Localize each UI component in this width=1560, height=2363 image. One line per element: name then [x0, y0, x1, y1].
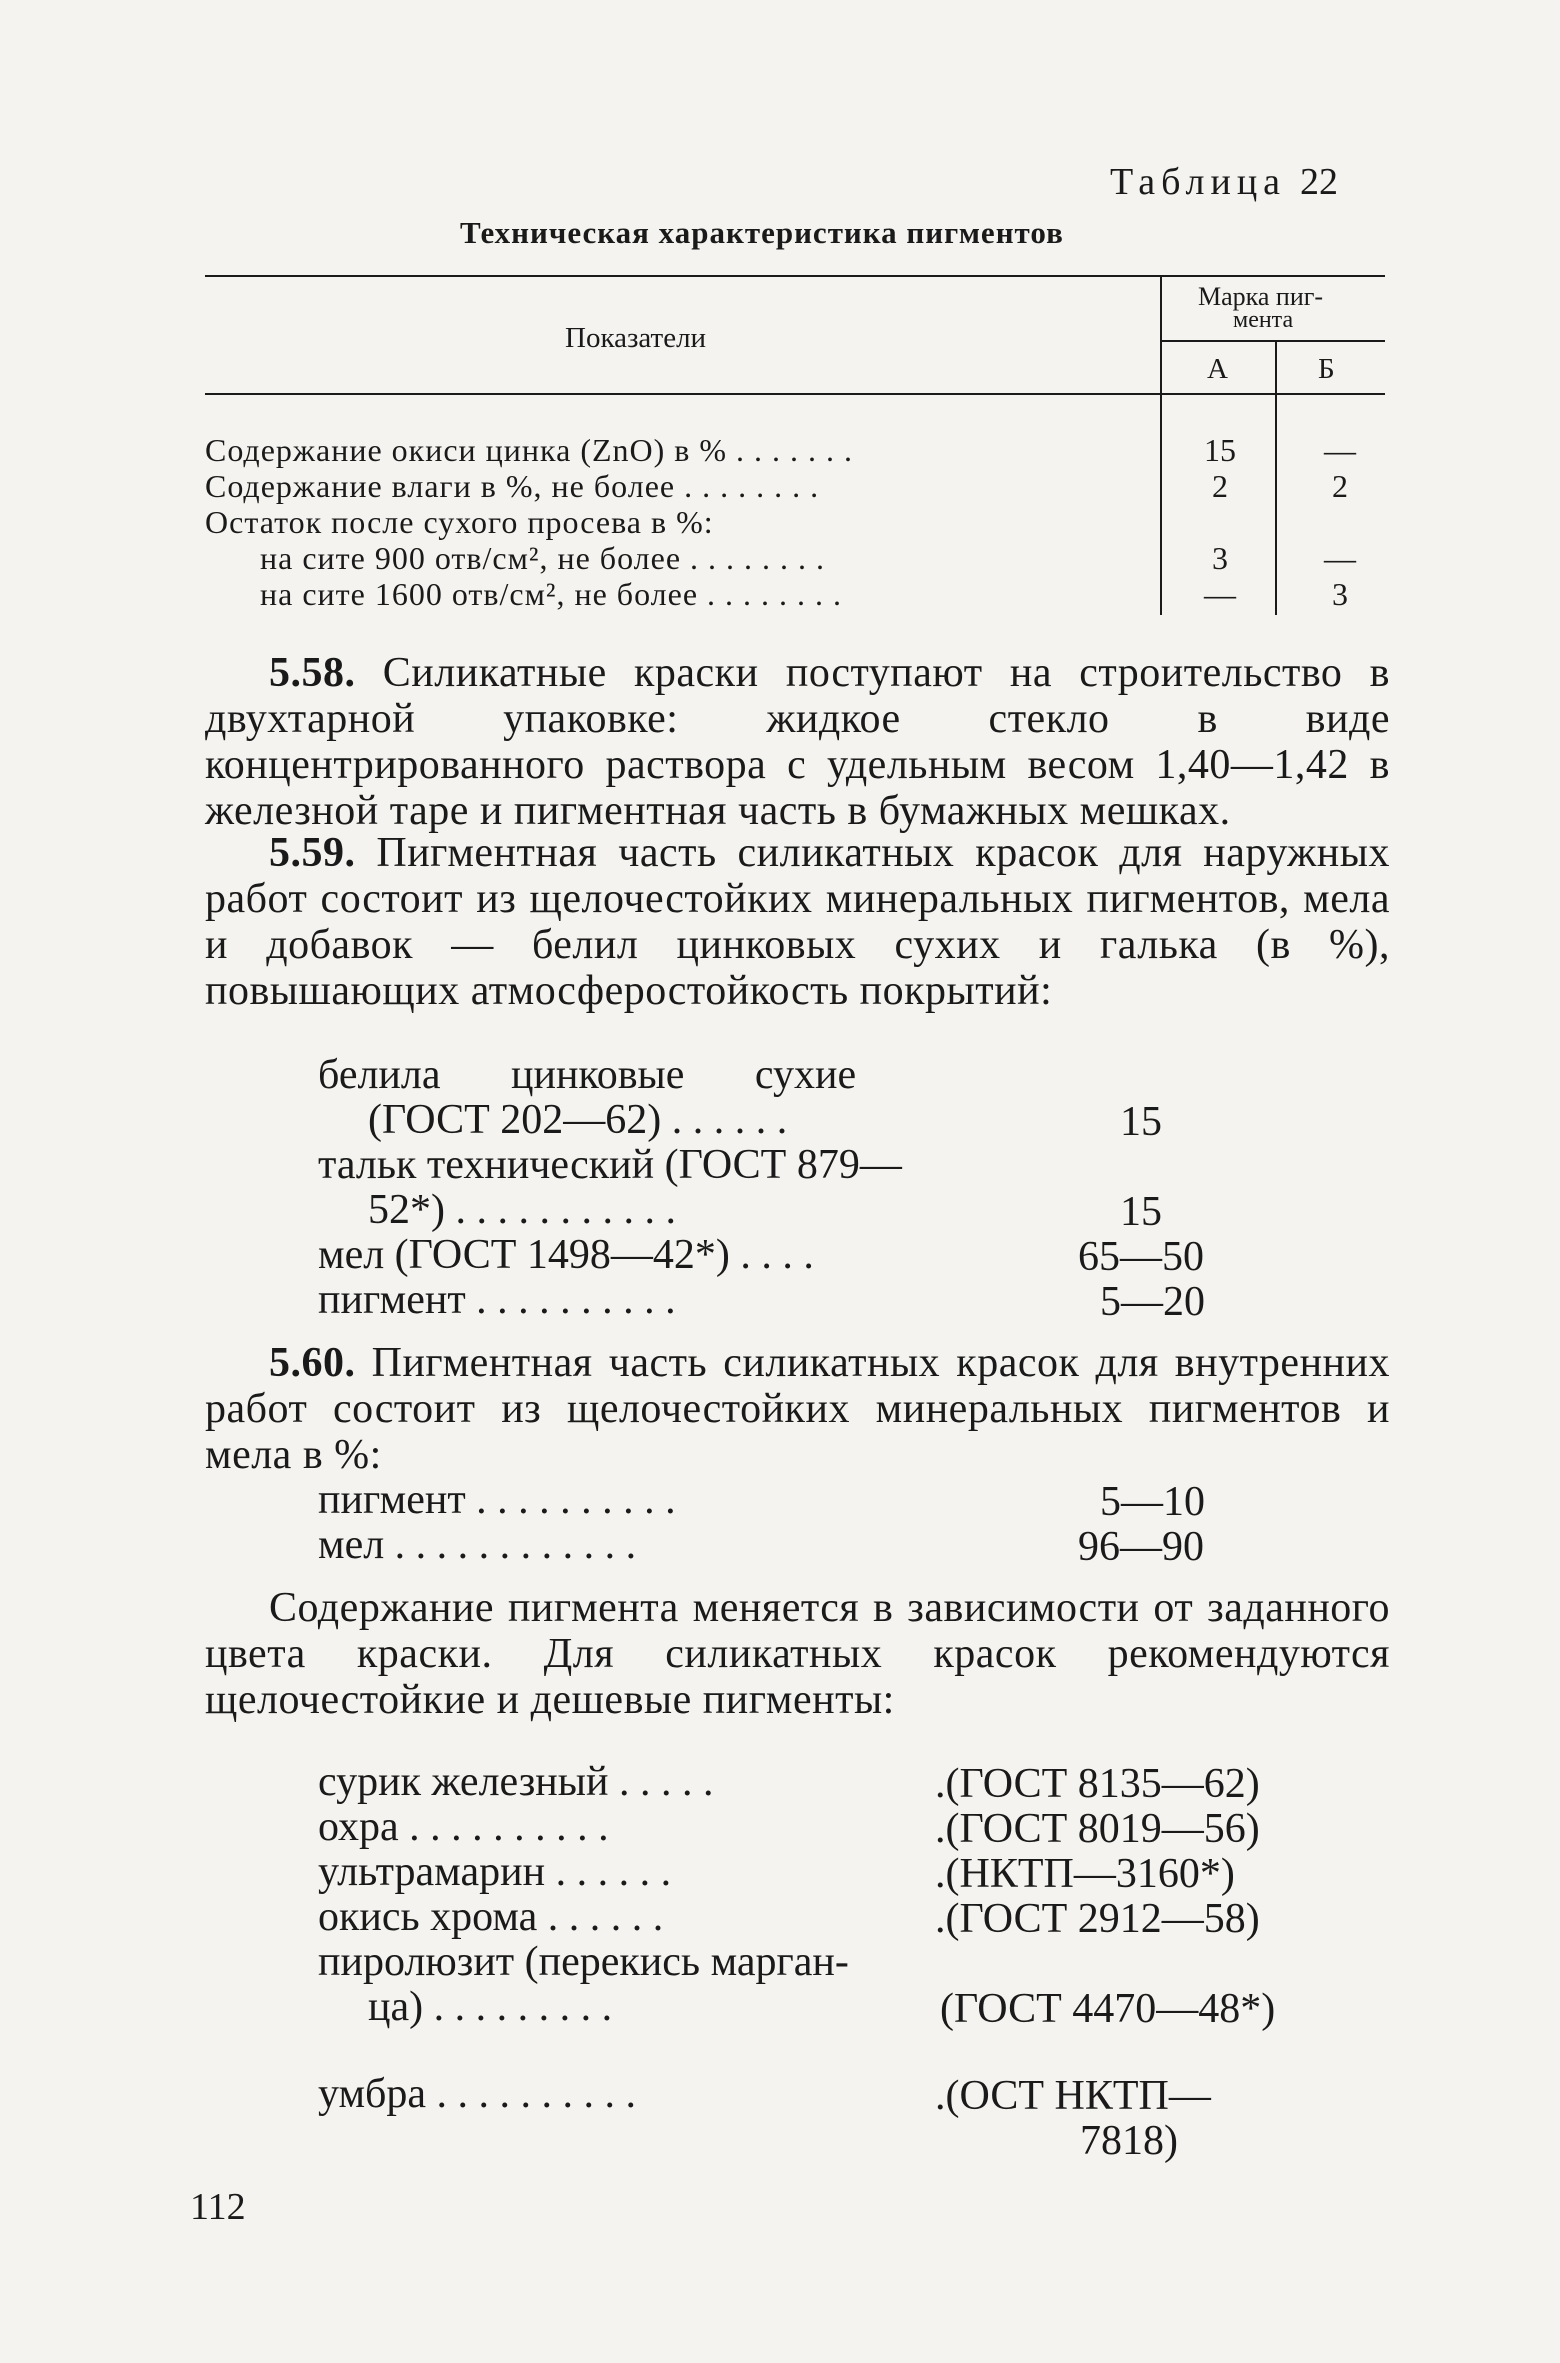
list-value: 15: [1120, 1099, 1162, 1145]
list-item: мел . . . . . . . . . . . .: [318, 1522, 637, 1568]
table-row-label: на сите 900 отв/см², не более . . . . . . . .: [260, 540, 826, 576]
pigment-std: .(ГОСТ 2912—58): [935, 1896, 1260, 1942]
pigment-std: 7818): [1080, 2118, 1178, 2164]
header-col-b: Б: [1318, 353, 1335, 385]
list-item: белила цинковые сухие: [318, 1052, 857, 1098]
list-value: 5—10: [1100, 1479, 1205, 1525]
list-value: 15: [1120, 1189, 1162, 1235]
list-item: мел (ГОСТ 1498—42*) . . . .: [318, 1232, 814, 1278]
table-cell-a: 15: [1204, 432, 1236, 468]
table-label: Таблица: [1110, 161, 1287, 203]
table-cell-b: 2: [1332, 468, 1348, 504]
paragraph-number: 5.60.: [269, 1340, 356, 1386]
list-value: 65—50: [1078, 1234, 1204, 1280]
table-number: [1110, 160, 1338, 204]
pigment-std: .(ОСТ НКТП—: [935, 2073, 1211, 2119]
table-title: Техническая характеристика пигментов: [460, 215, 1064, 250]
list-item: тальк технический (ГОСТ 879—: [318, 1142, 902, 1188]
list-value: 5—20: [1100, 1279, 1205, 1325]
paragraph-number: 5.59.: [269, 830, 356, 876]
list-item: (ГОСТ 202—62) . . . . . .: [368, 1097, 788, 1143]
pigment-std: (ГОСТ 4470—48*): [940, 1986, 1276, 2032]
table-cell-a: 3: [1212, 540, 1228, 576]
list-item: 52*) . . . . . . . . . . .: [368, 1187, 676, 1233]
list-value: 96—90: [1078, 1524, 1204, 1570]
table-header-rule: [205, 393, 1385, 395]
paragraph-text: Пигментная часть силикатных красок для наружных работ состоит из щелочестойких минеральных пигментов, мела и добавок — белил цинковых сухих и галька (в %), повышающих атмосферостойкость покрытий:: [205, 830, 1390, 1014]
table-number-value: 22: [1300, 161, 1339, 203]
header-col-a: А: [1207, 353, 1228, 385]
paragraph-number: 5.58.: [269, 650, 356, 696]
table-row-label: Остаток после сухого просева в %:: [205, 504, 714, 540]
table-cell-a: 2: [1212, 468, 1228, 504]
table-subheader-rule: [1160, 340, 1385, 342]
pigment-item: умбра . . . . . . . . . .: [318, 2071, 637, 2117]
table-row-label: Содержание окиси цинка (ZnO) в % . . . . . . .: [205, 432, 854, 468]
paragraph-5-58: [205, 650, 1390, 834]
list-item: пигмент . . . . . . . . . .: [318, 1477, 676, 1523]
table-cell-b: —: [1324, 432, 1356, 468]
table-col-divider: [1160, 275, 1162, 615]
pigment-item: пиролюзит (перекись марган-: [318, 1939, 849, 1985]
header-indicators: Показатели: [565, 322, 707, 354]
table-cell-b: 3: [1332, 576, 1348, 612]
pigment-item: ультрамарин . . . . . .: [318, 1849, 672, 1895]
pigment-item: сурик железный . . . . .: [318, 1759, 714, 1805]
table-cell-b: —: [1324, 540, 1356, 576]
paragraph-text: Пигментная часть силикатных красок для внутренних работ состоит из щелочестойких минеральных пигментов и мела в %:: [205, 1340, 1391, 1478]
page-number: 112: [190, 2186, 246, 2228]
table-row-label: Содержание влаги в %, не более . . . . . . . .: [205, 468, 820, 504]
paragraph-text: Силикатные краски поступают на строительство в двухтарной упаковке: жидкое стекло в виде концентрированного раствора с удельным весом 1,40—1,42 в железной таре и пигментная часть в бумажных мешках.: [205, 650, 1391, 834]
header-brand-2: мента: [1233, 307, 1294, 333]
table-row-label: на сите 1600 отв/см², не более . . . . . . . .: [260, 576, 843, 612]
pigment-std: .(ГОСТ 8135—62): [935, 1761, 1260, 1807]
paragraph-content: Содержание пигмента меняется в зависимости от заданного цвета краски. Для силикатных красок рекомендуются щелочестойкие и дешевые пигменты:: [205, 1585, 1390, 1723]
pigment-item: охра . . . . . . . . . .: [318, 1804, 609, 1850]
table-col-divider-ab: [1275, 340, 1277, 615]
header-brand-1: Марка пиг-: [1198, 282, 1324, 311]
pigment-item: ца) . . . . . . . . .: [368, 1984, 613, 2030]
table-cell-a: —: [1204, 576, 1236, 612]
paragraph-5-60: [205, 1340, 1390, 1478]
pigment-std: .(НКТП—3160*): [935, 1851, 1235, 1897]
pigment-item: окись хрома . . . . . .: [318, 1894, 664, 1940]
table-top-rule: [205, 275, 1385, 277]
list-item: пигмент . . . . . . . . . .: [318, 1277, 676, 1323]
paragraph-5-59: [205, 830, 1390, 1014]
pigment-std: .(ГОСТ 8019—56): [935, 1806, 1260, 1852]
